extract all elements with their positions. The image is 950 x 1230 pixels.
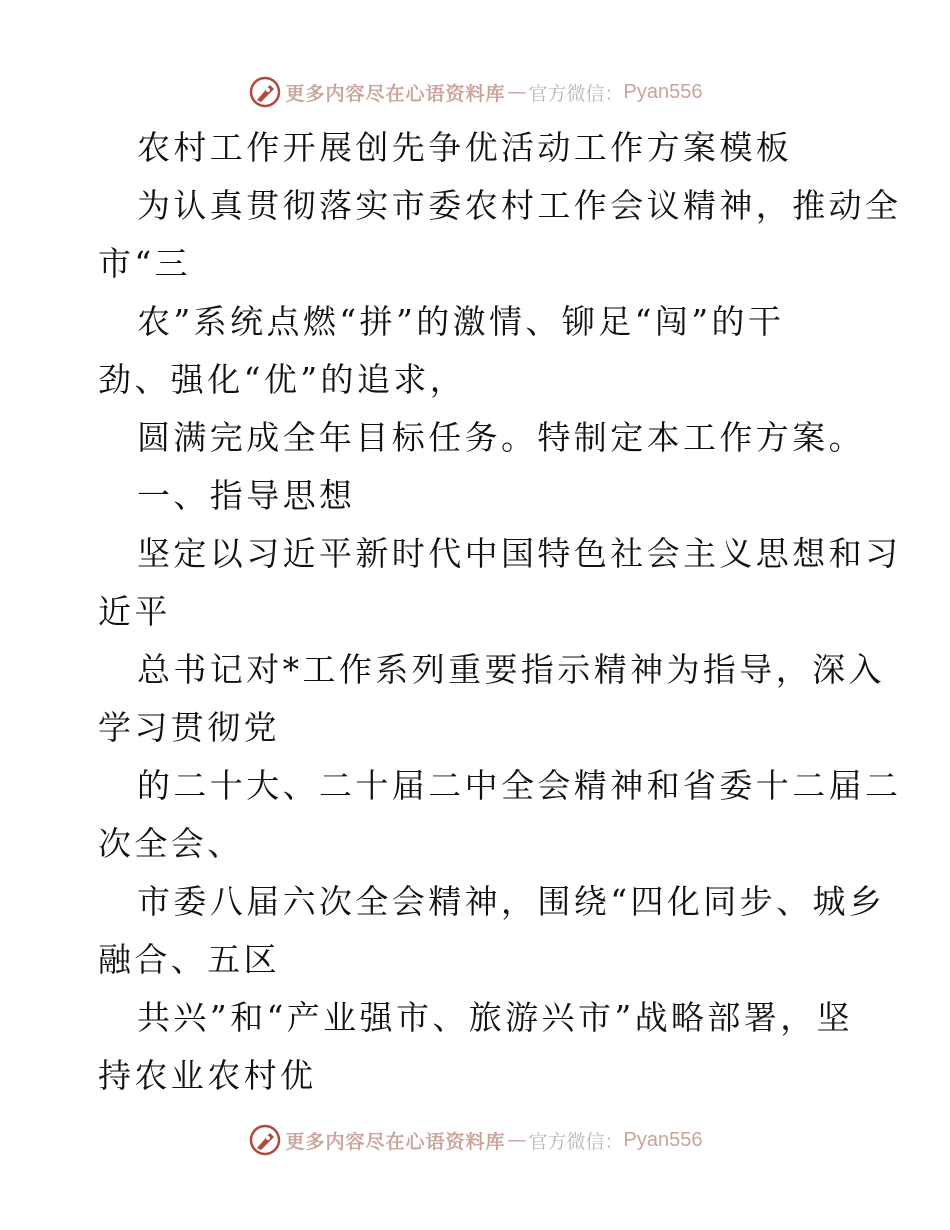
paragraph-line: 融合、五区 [98, 940, 280, 979]
header-banner [0, 70, 950, 114]
paragraph-line: 为认真贯彻落实市委农村工作会议精神，推动全 [137, 186, 902, 225]
banner-text: 更多内容尽在心语资料库 [285, 82, 506, 105]
wechat-id: Pyan556 [623, 1128, 703, 1151]
paragraph-line: 总书记对*工作系列重要指示精神为指导，深入 [137, 650, 885, 689]
paragraph-line: 圆满完成全年目标任务。特制定本工作方案。 [137, 418, 865, 457]
paragraph-line: 的二十大、二十届二中全会精神和省委十二届二 [137, 766, 902, 805]
banner-separator: — [507, 1129, 527, 1151]
wechat-label: 官方微信： [528, 1130, 624, 1153]
footer-banner [0, 1118, 950, 1162]
document-title: 农村工作开展创先争优活动工作方案模板 [137, 128, 793, 167]
paragraph-line: 近平 [98, 592, 171, 631]
wechat-label: 官方微信： [528, 82, 624, 105]
paragraph-line: 坚定以习近平新时代中国特色社会主义思想和习 [137, 534, 902, 573]
paragraph-line: 持农业农村优 [98, 1056, 317, 1095]
paragraph-line: 农”系统点燃“拼”的激情、铆足“闯”的干 [137, 302, 785, 341]
pen-nib-logo-icon [248, 75, 282, 109]
paragraph-line: 共兴”和“产业强市、旅游兴市”战略部署，坚 [137, 998, 854, 1037]
wechat-id: Pyan556 [623, 80, 703, 103]
paragraph-line: 市委八届六次全会精神，围绕“四化同步、城乡 [137, 882, 886, 921]
pen-nib-logo-icon [248, 1123, 282, 1157]
banner-separator: — [507, 81, 527, 103]
paragraph-line: 次全会、 [98, 824, 244, 863]
section-heading: 一、指导思想 [137, 476, 356, 515]
paragraph-line: 学习贯彻党 [98, 708, 280, 747]
paragraph-line: 市“三 [98, 244, 192, 283]
banner-text: 更多内容尽在心语资料库 [285, 1130, 506, 1153]
paragraph-line: 劲、强化“优”的追求， [98, 360, 467, 399]
